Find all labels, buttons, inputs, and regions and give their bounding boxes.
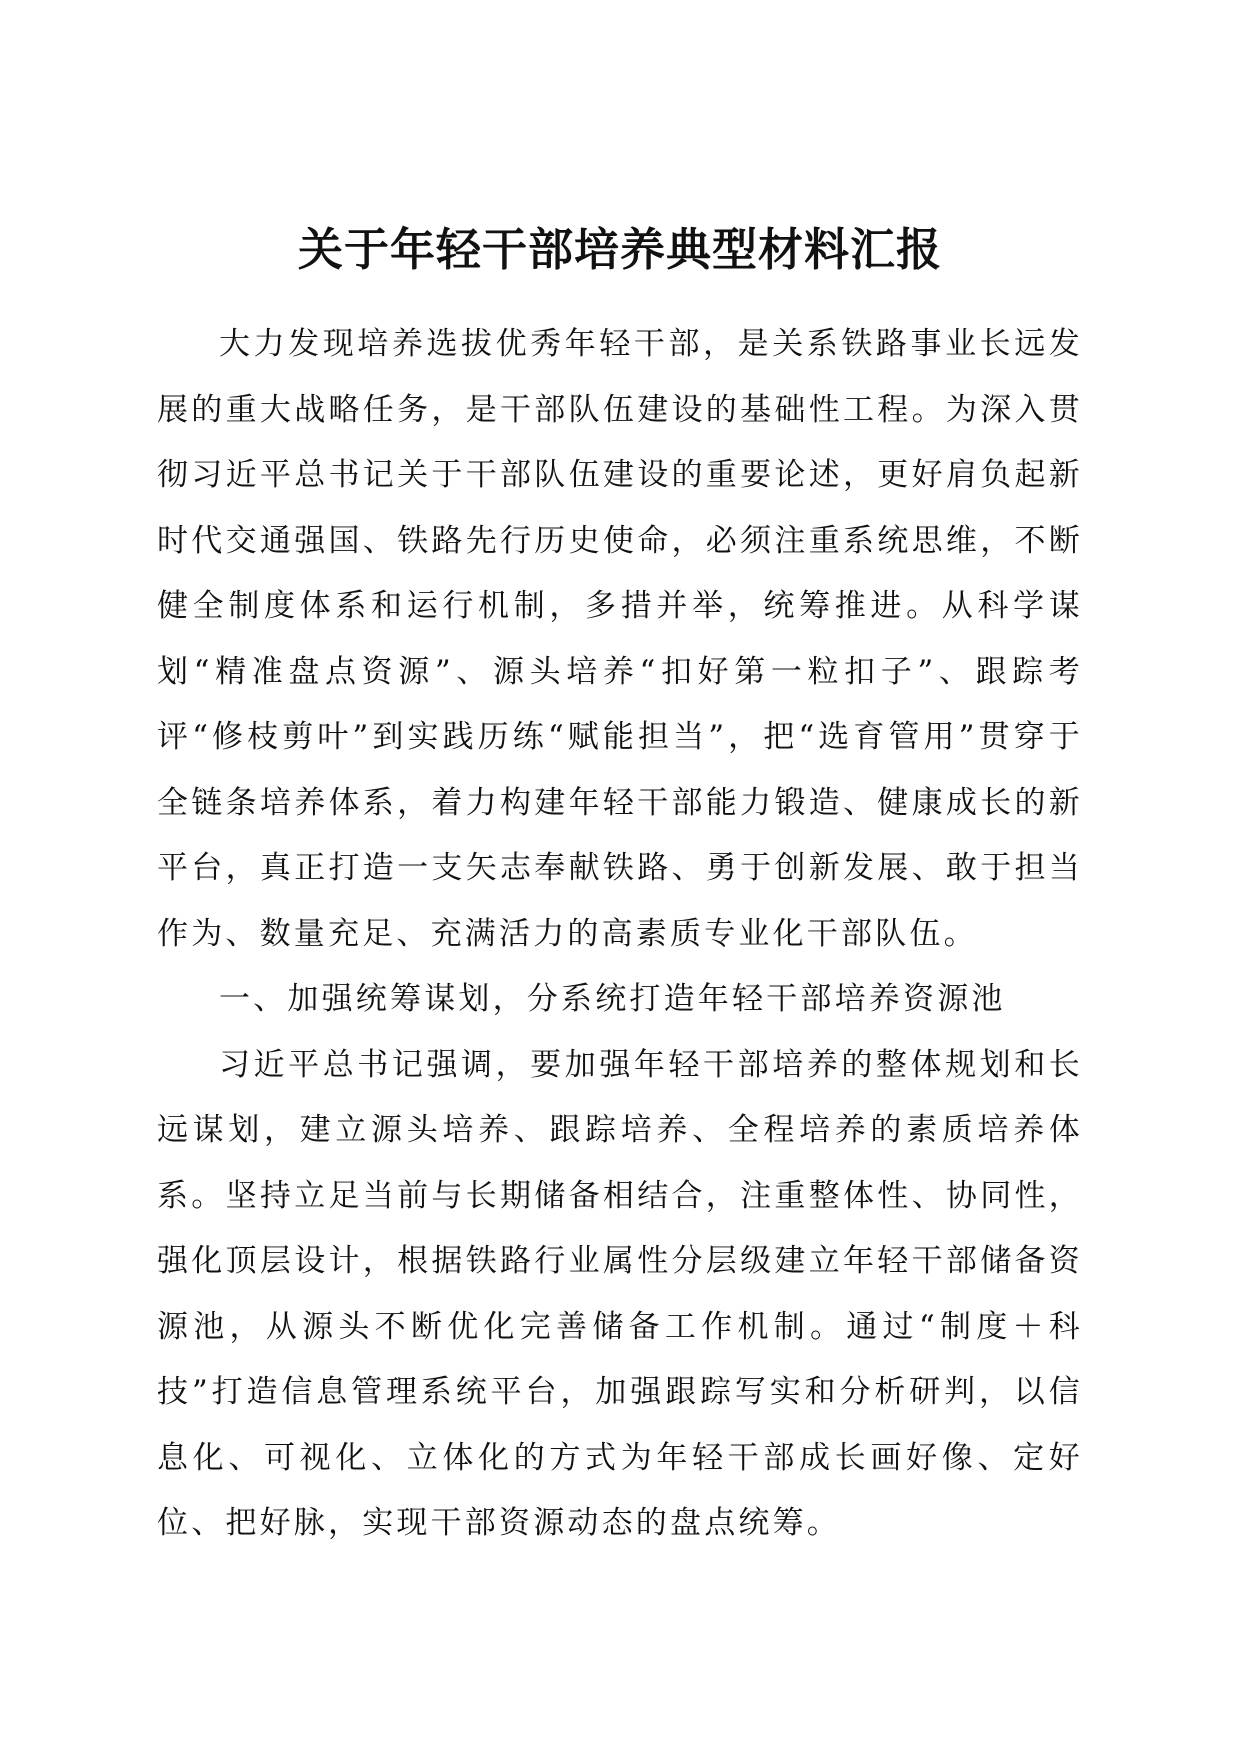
document-title: 关于年轻干部培养典型材料汇报: [297, 223, 942, 276]
section-1-paragraph: 习近平总书记强调，要加强年轻干部培养的整体规划和长远谋划，建立源头培养、跟踪培养、全程培养的素质培养体系。坚持立足当前与长期储备相结合，注重整体性、协同性，强化顶层设计，根据铁路行业属性分层级建立年轻干部储备资源池，从源头不断优化完善储备工作机制。通过“制度＋科技”打造信息管理系统平台，加强跟踪写实和分析研判，以信息化、可视化、立体化的方式为年轻干部成长画好像、定好位、把好脉，实现干部资源动态的盘点统筹。: [157, 1046, 1083, 1541]
document-body: [157, 312, 1083, 1557]
section-1-heading: 一、加强统筹谋划，分系统打造年轻干部培养资源池: [219, 981, 1006, 1017]
intro-paragraph: 大力发现培养选拔优秀年轻干部，是关系铁路事业长远发展的重大战略任务，是干部队伍建设的基础性工程。为深入贯彻习近平总书记关于干部队伍建设的重要论述，更好肩负起新时代交通强国、铁路先行历史使命，必须注重系统思维，不断健全制度体系和运行机制，多措并举，统筹推进。从科学谋划“精准盘点资源”、源头培养“扣好第一粒扣子”、跟踪考评“修枝剪叶”到实践历练“赋能担当”，把“选育管用”贯穿于全链条培养体系，着力构建年轻干部能力锻造、健康成长的新平台，真正打造一支矢志奉献铁路、勇于创新发展、敢于担当作为、数量充足、充满活力的高素质专业化干部队伍。: [157, 326, 1083, 952]
